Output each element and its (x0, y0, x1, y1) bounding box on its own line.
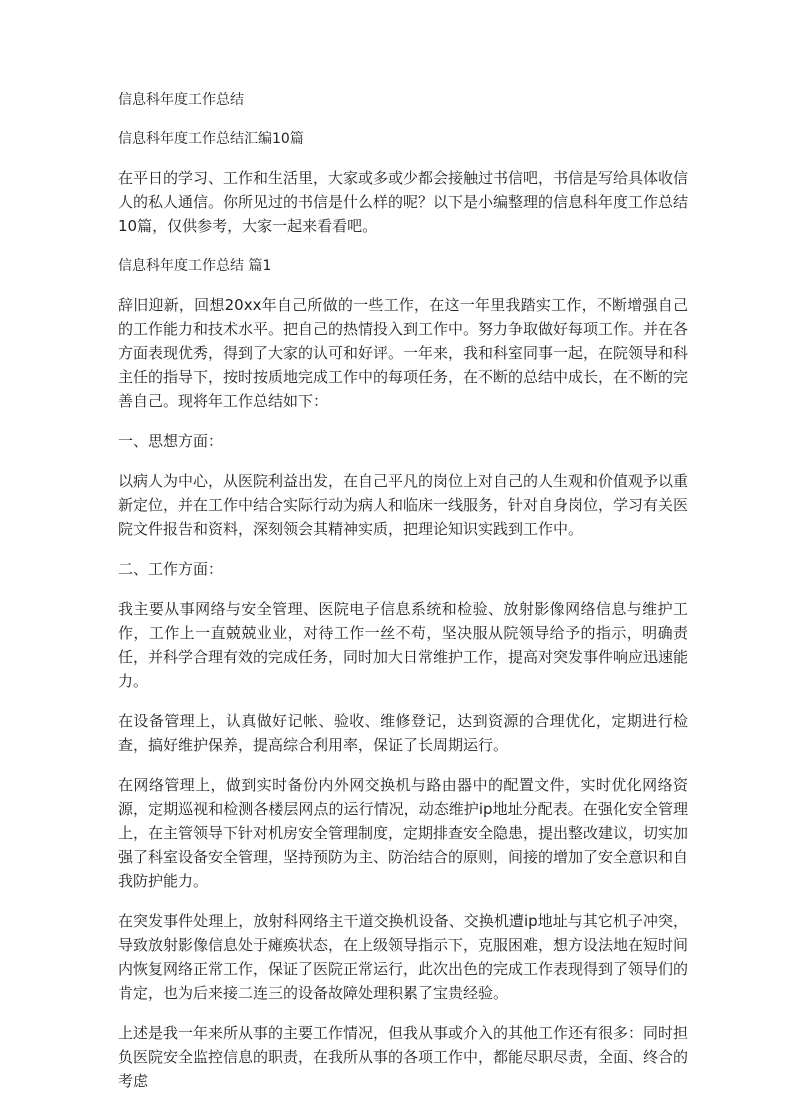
document-page (118, 88, 688, 1109)
paragraph-1: 辞旧迎新，回想20xx年自己所做的一些工作，在这一年里我踏实工作，不断增强自己的工作能力和技术水平。把自己的热情投入到工作中。努力争取做好每项工作。并在各方面表现优秀，得到了大家的认可和好评。一年来，我和科室同事一起，在院领导和科主任的指导下，按时按质地完成工作中的每项任务，在不断的总结中成长，在不断的完善自己。现将年工作总结如下： (118, 296, 689, 410)
document-subtitle: 信息科年度工作总结汇编10篇 (118, 131, 304, 147)
document-title: 信息科年度工作总结 (118, 92, 244, 108)
intro-paragraph: 在平日的学习、工作和生活里，大家或多或少都会接触过书信吧，书信是写给具体收信人的私人通信。你所见过的书信是什么样的呢？以下是小编整理的信息科年度工作总结10篇，仅供参考，大家一起来看看吧。 (118, 169, 689, 235)
heading-work: 二、工作方面： (118, 560, 224, 578)
paragraph-2: 以病人为中心，从医院利益出发，在自己平凡的岗位上对自己的人生观和价值观予以重新定位，并在工作中结合实际行动为病人和临床一线服务，针对自身岗位，学习有关医院文件报告和资料，深刻领会其精神实质，把理论知识实践到工作中。 (118, 472, 689, 538)
paragraph-5: 在网络管理上，做到实时备份内外网交换机与路由器中的配置文件，实时优化网络资源，定期巡视和检测各楼层网点的运行情况，动态维护ip地址分配表。在强化安全管理上，在主管领导下针对机房安全管理制度，定期排查安全隐患，提出整改建议，切实加强了科室设备安全管理，坚持预防为主、防治结合的原则，间接的增加了安全意识和自我防护能力。 (118, 776, 689, 890)
paragraph-7: 上述是我一年来所从事的主要工作情况，但我从事或介入的其他工作还有很多：同时担负医院安全监控信息的职责，在我所从事的各项工作中，都能尽职尽责，全面、终合的考虑 (118, 1024, 689, 1090)
paragraph-4: 在设备管理上，认真做好记帐、验收、维修登记，达到资源的合理优化，定期进行检查，搞好维护保养，提高综合利用率，保证了长周期运行。 (118, 712, 688, 754)
section-title: 信息科年度工作总结 篇1 (118, 258, 272, 274)
paragraph-6: 在突发事件处理上，放射科网络主干道交换机设备、交换机遭ip地址与其它机子冲突，导致放射影像信息处于瘫痪状态，在上级领导指示下，克服困难，想方设法地在短时间内恢复网络正常工作，保证了医院正常运行，此次出色的完成工作表现得到了领导们的肯定，也为后来接二连三的设备故障处理积累了宝贵经验。 (118, 912, 689, 1002)
heading-ideology: 一、思想方面： (118, 432, 224, 450)
paragraph-3: 我主要从事网络与安全管理、医院电子信息系统和检验、放射影像网络信息与维护工作，工作上一直兢兢业业，对待工作一丝不苟，坚决服从院领导给予的指示，明确责任，并科学合理有效的完成任务，同时加大日常维护工作，提高对突发事件响应迅速能力。 (118, 600, 689, 690)
